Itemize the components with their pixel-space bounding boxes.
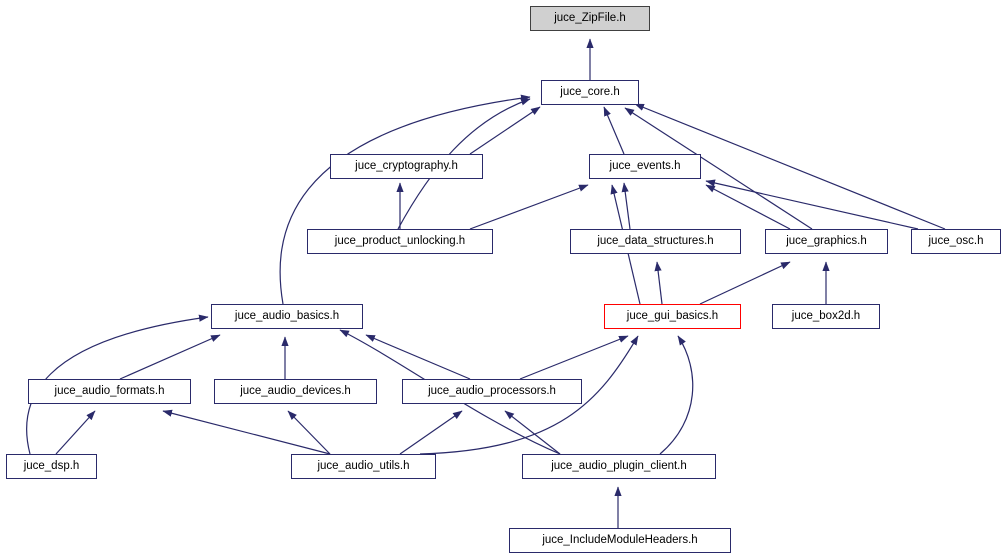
node-label: juce_ZipFile.h: [554, 11, 626, 24]
node-label: juce_audio_plugin_client.h: [551, 459, 687, 472]
node-juce-audio-utils[interactable]: [291, 454, 436, 479]
node-label: juce_dsp.h: [23, 459, 80, 472]
node-juce-gui-basics[interactable]: [604, 304, 741, 329]
node-juce-cryptography[interactable]: [330, 154, 483, 179]
node-label: juce_osc.h: [928, 234, 984, 247]
node-juce-audio-processors[interactable]: [402, 379, 582, 404]
node-label: juce_cryptography.h: [355, 159, 458, 172]
node-juce-audio-plugin-client[interactable]: [522, 454, 716, 479]
node-juce-audio-devices[interactable]: [214, 379, 377, 404]
node-label: juce_audio_utils.h: [317, 459, 410, 472]
node-juce-product-unlocking[interactable]: [307, 229, 493, 254]
node-juce-box2d[interactable]: [772, 304, 880, 329]
node-label: juce_audio_basics.h: [234, 309, 340, 322]
node-label: juce_core.h: [560, 85, 620, 98]
node-juce-graphics[interactable]: [765, 229, 888, 254]
node-label: juce_graphics.h: [786, 234, 867, 247]
node-juce-events[interactable]: [589, 154, 701, 179]
node-juce-audio-formats[interactable]: [28, 379, 191, 404]
node-juce-audio-basics[interactable]: [211, 304, 363, 329]
node-label: juce_gui_basics.h: [626, 309, 719, 322]
node-label: juce_audio_devices.h: [240, 384, 351, 397]
node-juce-dsp[interactable]: [6, 454, 97, 479]
node-label: juce_box2d.h: [791, 309, 861, 322]
node-juce-core[interactable]: [541, 80, 639, 105]
node-juce-include-module-headers[interactable]: [509, 528, 731, 553]
node-juce-data-structures[interactable]: [570, 229, 741, 254]
node-label: juce_product_unlocking.h: [334, 234, 466, 247]
node-label: juce_data_structures.h: [597, 234, 714, 247]
node-label: juce_audio_formats.h: [54, 384, 165, 397]
node-label: juce_events.h: [609, 159, 681, 172]
node-juce-zipfile[interactable]: [530, 6, 650, 31]
node-label: juce_IncludeModuleHeaders.h: [542, 533, 698, 546]
node-juce-osc[interactable]: [911, 229, 1001, 254]
node-label: juce_audio_processors.h: [428, 384, 556, 397]
